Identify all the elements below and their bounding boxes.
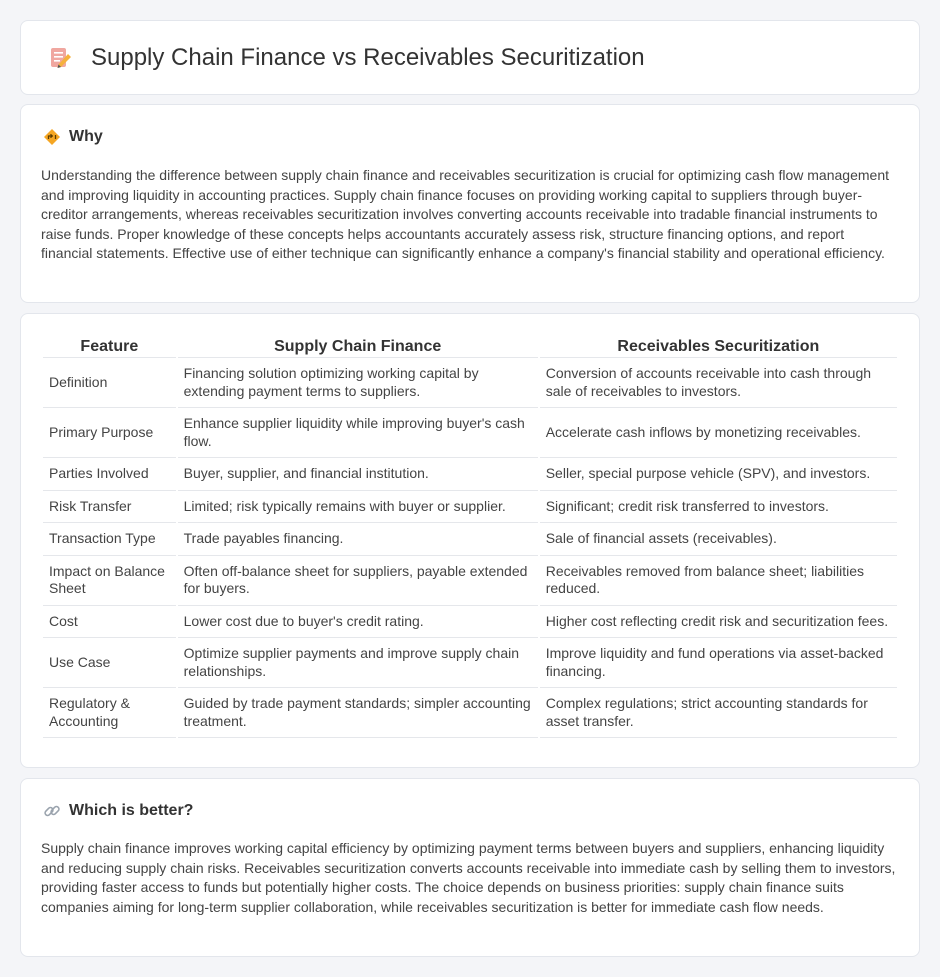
supply-chain-finance-cell: Lower cost due to buyer's credit rating.	[178, 606, 538, 639]
receivables-securitization-cell: Significant; credit risk transferred to investors.	[540, 491, 897, 524]
document-pencil-icon	[47, 45, 73, 71]
better-heading	[43, 802, 193, 820]
table-row	[43, 458, 897, 491]
feature-cell: Impact on Balance Sheet	[43, 556, 176, 606]
better-text: Supply chain finance improves working capital efficiency by optimizing payment terms between buyers and suppliers, enhancing liquidity and reducing supply chain risks. Receivables securitization converts accounts receivable into immediate cash by selling them to investors, providing faster access to funds but potentially higher costs. The choice depends on business priorities: supply chain finance suits companies aiming for long-term supplier collaboration, while receivables securitization is better for immediate cash flow needs.	[41, 840, 896, 915]
feature-cell: Regulatory & Accounting	[43, 688, 176, 738]
table-row	[43, 523, 897, 556]
receivables-securitization-cell: Accelerate cash inflows by monetizing receivables.	[540, 408, 897, 458]
feature-cell: Use Case	[43, 638, 176, 688]
why-text: Understanding the difference between supply chain finance and receivables securitization is crucial for optimizing cash flow management and improving liquidity in accounting practices. Supply chain finance focuses on providing working capital to suppliers through buyer-creditor arrangements, whereas receivables securitization involves converting accounts receivable into tradable financial instruments to raise funds. Proper knowledge of these concepts helps accountants accurately assess risk, structure financing options, and report financial statements. Effective use of either technique can significantly enhance a company's financial stability and operational efficiency.	[41, 167, 889, 261]
better-title: Which is better?	[69, 802, 194, 819]
supply-chain-finance-cell: Often off-balance sheet for suppliers, payable extended for buyers.	[178, 556, 538, 606]
comparison-table	[41, 336, 899, 738]
supply-chain-finance-cell: Trade payables financing.	[178, 523, 538, 556]
table-row	[43, 556, 897, 606]
receivables-securitization-cell: Conversion of accounts receivable into cash through sale of receivables to investors.	[540, 358, 897, 408]
table-row	[43, 491, 897, 524]
link-icon	[43, 802, 61, 820]
supply-chain-finance-cell: Guided by trade payment standards; simpler accounting treatment.	[178, 688, 538, 738]
receivables-securitization-cell: Higher cost reflecting credit risk and securitization fees.	[540, 606, 897, 639]
why-title: Why	[69, 128, 103, 145]
table-row	[43, 358, 897, 408]
receivables-securitization-cell: Receivables removed from balance sheet; liabilities reduced.	[540, 556, 897, 606]
feature-cell: Transaction Type	[43, 523, 176, 556]
feature-cell: Risk Transfer	[43, 491, 176, 524]
feature-cell: Parties Involved	[43, 458, 176, 491]
column-header: Feature	[43, 336, 176, 358]
receivables-securitization-cell: Complex regulations; strict accounting standards for asset transfer.	[540, 688, 897, 738]
which-is-better-section	[20, 778, 920, 957]
column-header: Receivables Securitization	[540, 336, 897, 358]
supply-chain-finance-cell: Financing solution optimizing working capital by extending payment terms to suppliers.	[178, 358, 538, 408]
table-row	[43, 408, 897, 458]
feature-cell: Primary Purpose	[43, 408, 176, 458]
table-row	[43, 606, 897, 639]
column-header: Supply Chain Finance	[178, 336, 538, 358]
feature-cell: Definition	[43, 358, 176, 408]
table-header-row	[43, 336, 897, 358]
supply-chain-finance-cell: Optimize supplier payments and improve supply chain relationships.	[178, 638, 538, 688]
receivables-securitization-cell: Seller, special purpose vehicle (SPV), and investors.	[540, 458, 897, 491]
title-card	[20, 20, 920, 95]
comparison-section	[20, 313, 920, 768]
page-title: Supply Chain Finance vs Receivables Securitization	[91, 43, 645, 71]
receivables-securitization-cell: Improve liquidity and fund operations via asset-backed financing.	[540, 638, 897, 688]
why-section	[20, 104, 920, 303]
road-sign-icon	[43, 128, 61, 146]
supply-chain-finance-cell: Limited; risk typically remains with buyer or supplier.	[178, 491, 538, 524]
feature-cell: Cost	[43, 606, 176, 639]
table-row	[43, 688, 897, 738]
supply-chain-finance-cell: Buyer, supplier, and financial institution.	[178, 458, 538, 491]
supply-chain-finance-cell: Enhance supplier liquidity while improving buyer's cash flow.	[178, 408, 538, 458]
table-row	[43, 638, 897, 688]
why-heading	[43, 128, 103, 146]
receivables-securitization-cell: Sale of financial assets (receivables).	[540, 523, 897, 556]
